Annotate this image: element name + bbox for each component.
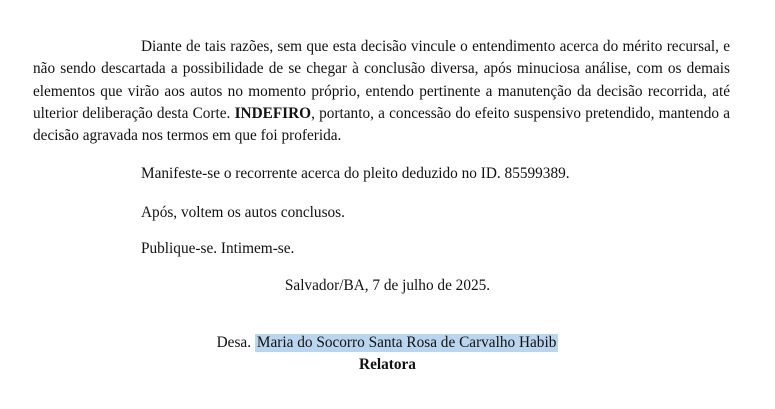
paragraph-text-before: Diante de tais razões, sem que esta decisão vincule o entendimento acerca do mérito recursal, e não sendo descartada a possibilidade de se chegar à conclusão diversa, após minuciosa análise, com os demais elementos que virão aos autos no momento próprio, entendo pertinente a manutenção da decisão recorrida, até ulterior deliberação desta Corte. (33, 38, 730, 122)
signature-prefix: Desa. (216, 334, 252, 351)
signature-line (0, 333, 775, 353)
return-line: Após, voltem os autos conclusos. (141, 204, 345, 221)
signature-role: Relatora (359, 356, 416, 373)
manifest-line: Manifeste-se o recorrente acerca do pleito deduzido no ID. 85599389. (141, 165, 570, 182)
publish-line: Publique-se. Intimem-se. (141, 240, 295, 257)
paragraph-text-after: , portanto, a concessão do efeito suspensivo pretendido, mantendo a decisão agravada nos termos em que foi proferida. (33, 104, 730, 145)
decision-keyword: INDEFIRO (234, 104, 312, 122)
place-date: Salvador/BA, 7 de julho de 2025. (284, 277, 491, 294)
signature-name[interactable]: Maria do Socorro Santa Rosa de Carvalho Habib (256, 334, 557, 351)
main-paragraph (33, 36, 730, 147)
